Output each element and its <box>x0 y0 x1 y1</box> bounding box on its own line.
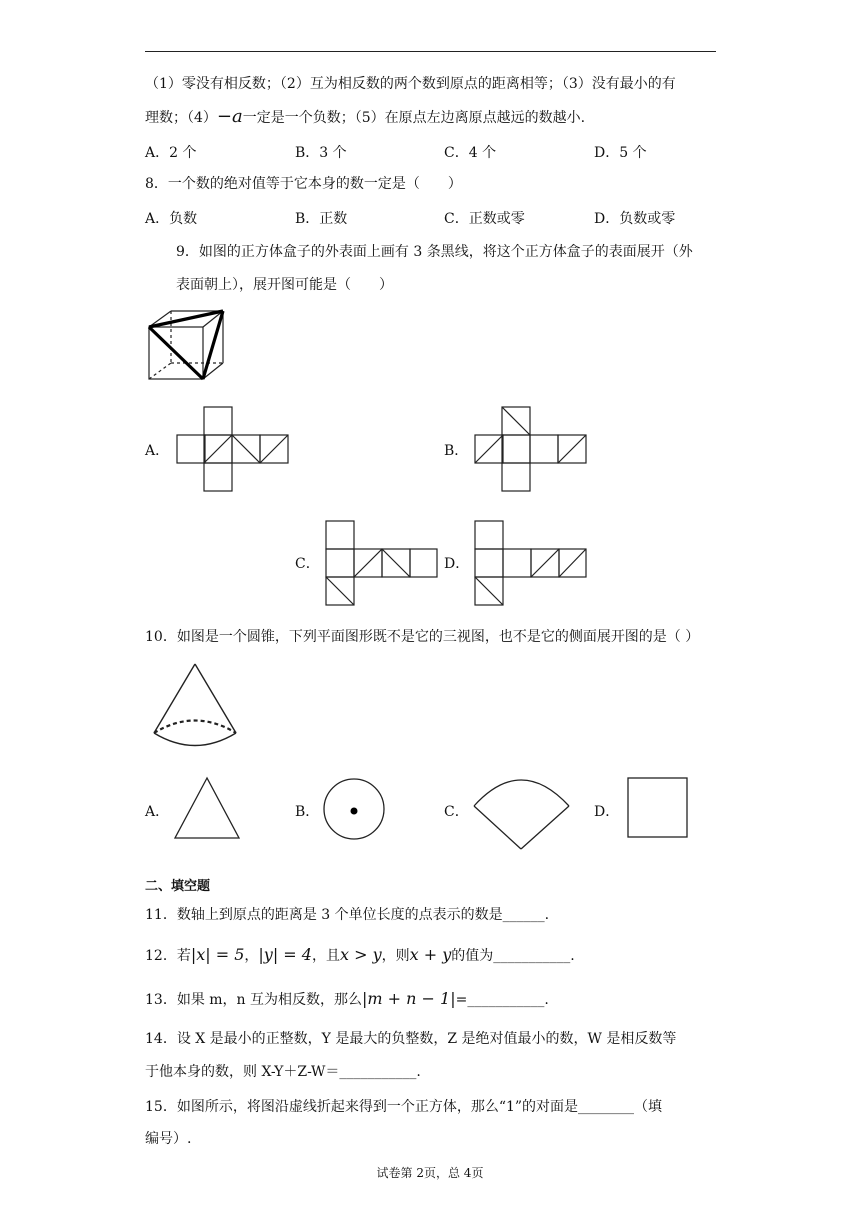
q14-line1: 14．设 X 是最小的正整数，Y 是最大的负整数，Z 是绝对值最小的数，W 是相反数等 <box>145 1031 677 1047</box>
q13-expr: |m + n − 1| <box>362 989 456 1008</box>
q12-expr: x + y <box>409 945 452 964</box>
q7-line2-post: 一定是一个负数；（5）在原点左边离原点越远的数越小. <box>242 110 586 126</box>
q12-abs-x: |x| = 5 <box>190 945 245 964</box>
q10-cone-figure <box>150 662 240 752</box>
q10-square-figure <box>627 777 689 839</box>
q7-option-b: B．3 个 <box>295 145 347 161</box>
q8-option-c: C．正数或零 <box>444 211 525 227</box>
q10-triangle-figure <box>173 776 241 840</box>
q7-option-d: D．5 个 <box>594 145 647 161</box>
q9-cube-figure <box>147 309 227 381</box>
q12-mid1: ， <box>244 948 259 964</box>
q10-label-d: D． <box>594 804 620 820</box>
q7-option-a: A．2 个 <box>145 145 197 161</box>
q10-label-a: A． <box>145 804 170 820</box>
q15-line1: 15．如图所示，将图沿虚线折起来得到一个正方体，那么“1”的对面是________（填 <box>145 1099 663 1115</box>
q12-text <box>145 945 575 966</box>
q7-option-c: C．4 个 <box>444 145 497 161</box>
q7-math: −a <box>216 106 243 127</box>
q10-label-c: C． <box>444 804 469 820</box>
q10-label-b: B． <box>295 804 320 820</box>
q12-post: 的值为___________. <box>451 948 575 964</box>
q10-circle-figure <box>323 778 387 842</box>
q13-post: =___________. <box>455 992 549 1008</box>
q10-stem: 10．如图是一个圆锥，下列平面图形既不是它的三视图，也不是它的侧面展开图的是（ ） <box>145 629 700 645</box>
q9-label-d: D． <box>444 556 470 572</box>
q9-label-a: A． <box>145 443 170 459</box>
q9-line1: 9．如图的正方体盒子的外表面上画有 3 条黑线，将这个正方体盒子的表面展开（外 <box>176 244 693 260</box>
q11-text: 11．数轴上到原点的距离是 3 个单位长度的点表示的数是______. <box>145 907 550 923</box>
q9-label-c: C． <box>295 556 320 572</box>
section-title: 二、填空题 <box>145 879 211 894</box>
q8-option-d: D．负数或零 <box>594 211 676 227</box>
q9-label-b: B． <box>444 443 469 459</box>
q12-pre: 12．若 <box>145 948 191 964</box>
q13-text <box>145 989 549 1010</box>
q10-sector-figure <box>472 776 572 852</box>
q15-line2: 编号）. <box>145 1131 192 1147</box>
q9-line2: 表面朝上），展开图可能是（ ） <box>176 277 393 293</box>
q8-option-a: A．负数 <box>145 211 198 227</box>
q7-line1: （1）零没有相反数；（2）互为相反数的两个数到原点的距离相等；（3）没有最小的有 <box>145 76 676 92</box>
q13-pre: 13．如果 m，n 互为相反数，那么 <box>145 992 363 1008</box>
q9-net-d <box>474 520 588 606</box>
q12-cond: x > y <box>339 945 382 964</box>
q7-line2-pre: 理数；（4） <box>145 110 217 126</box>
q9-net-c <box>325 520 439 606</box>
q8-stem: 8．一个数的绝对值等于它本身的数一定是（ ） <box>145 176 462 192</box>
q12-mid3: ，则 <box>381 948 410 964</box>
q12-abs-y: |y| = 4 <box>258 945 312 964</box>
q8-option-b: B．正数 <box>295 211 348 227</box>
q7-line2 <box>145 107 585 128</box>
q9-net-a <box>176 406 290 492</box>
q14-line2: 于他本身的数，则 X-Y＋Z-W＝___________. <box>145 1064 421 1080</box>
q12-mid2: ，且 <box>311 948 340 964</box>
q9-net-b <box>474 406 588 492</box>
page-footer: 试卷第 2页，总 4页 <box>376 1166 484 1180</box>
header-rule <box>145 51 716 52</box>
